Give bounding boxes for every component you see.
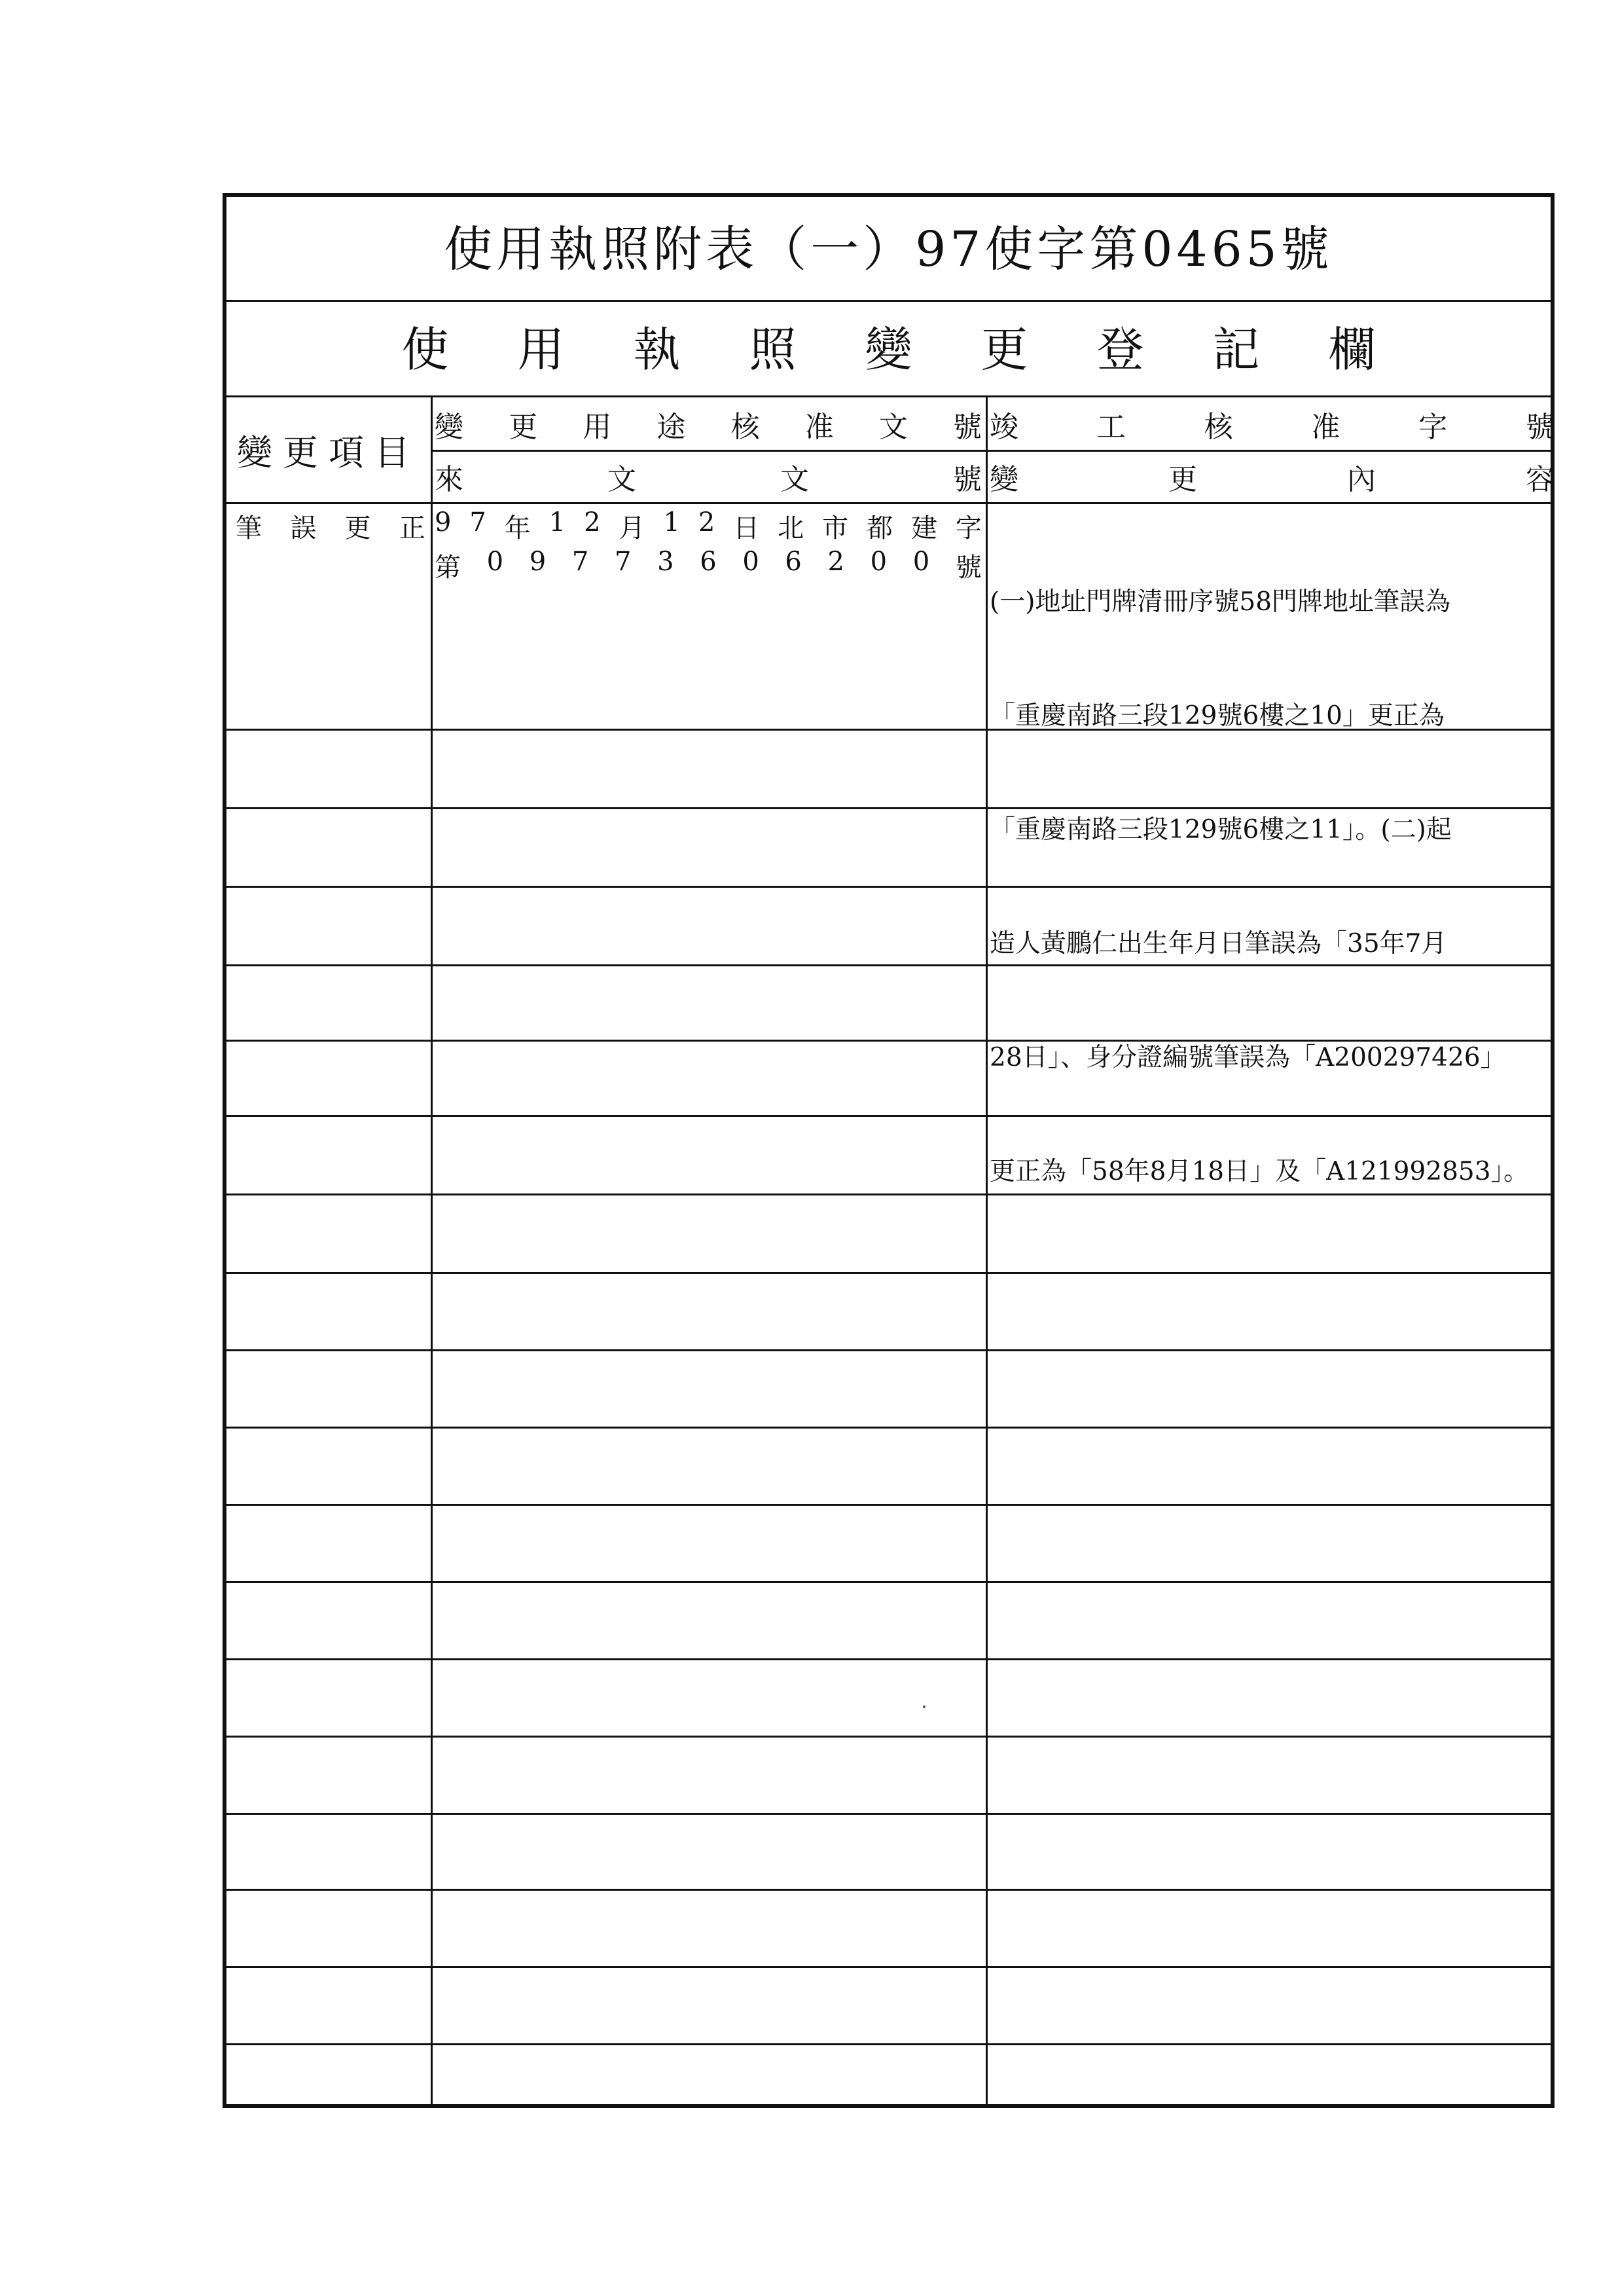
content-line-4: 造人黃鵬仁出生年月日筆誤為「35年7月 — [990, 929, 1447, 958]
row-line-5 — [226, 1040, 1551, 1042]
header-bottom-line — [226, 502, 1551, 504]
row-1-doc-line2-text: 第 0 9 7 7 3 6 0 6 2 0 0 號 — [435, 547, 982, 583]
row-1-doc-line1-text: 9 7 年 1 2 月 1 2 日 北 市 都 建 字 — [435, 507, 982, 543]
row-line-17 — [226, 1966, 1551, 1968]
header-incoming-doc-text: 來 文 文 號 — [435, 463, 982, 496]
header-incoming-doc — [435, 452, 982, 501]
content-line-1: (一)地址門牌清冊序號58門牌地址筆誤為 — [990, 587, 1451, 617]
row-line-12 — [226, 1581, 1551, 1583]
row-line-13 — [226, 1658, 1551, 1660]
row-1-doc-line1 — [435, 507, 982, 547]
header-change-item: 變更項目 — [237, 431, 420, 473]
registration-form — [223, 193, 1555, 2108]
row-line-15 — [226, 1813, 1551, 1815]
scan-speck — [923, 1705, 926, 1708]
header-change-content — [990, 452, 1555, 501]
row-line-2 — [226, 807, 1551, 809]
row-line-10 — [226, 1427, 1551, 1429]
form-title: 使用執照附表（一）97使字第0465號 — [226, 197, 1551, 302]
header-approval-doc-text: 變 更 用 途 核 准 文 號 — [435, 410, 982, 444]
row-line-8 — [226, 1272, 1551, 1274]
content-line-2: 「重慶南路三段129號6樓之10」更正為 — [990, 701, 1445, 731]
column-divider-2 — [986, 397, 988, 2104]
row-1-item-text: 筆 誤 更 正 — [236, 513, 425, 543]
row-line-14 — [226, 1736, 1551, 1738]
header-completion-no — [990, 400, 1555, 448]
row-line-11 — [226, 1504, 1551, 1506]
row-line-9 — [226, 1349, 1551, 1351]
header-change-content-text: 變 更 內 容 — [990, 463, 1555, 496]
header-completion-no-text: 竣 工 核 准 字 號 — [990, 410, 1555, 444]
content-line-5: 28日」、身分證編號筆誤為「A200297426」 — [990, 1043, 1506, 1072]
row-line-18 — [226, 2043, 1551, 2045]
row-line-6 — [226, 1115, 1551, 1117]
column-divider-1 — [431, 397, 433, 2104]
row-line-3 — [226, 886, 1551, 888]
header-approval-doc — [435, 400, 982, 448]
row-1-item — [236, 507, 425, 547]
content-line-3: 「重慶南路三段129號6樓之11」。(二)起 — [990, 815, 1452, 845]
form-subtitle: 使用執照變更登記欄 — [226, 302, 1551, 397]
row-1-doc-line2 — [435, 547, 982, 586]
row-line-16 — [226, 1889, 1551, 1891]
row-line-1 — [226, 729, 1551, 731]
header-mid-line — [431, 450, 1551, 452]
row-line-4 — [226, 964, 1551, 966]
content-line-6: 更正為「58年8月18日」及「A121992853」。 — [990, 1157, 1530, 1186]
row-line-7 — [226, 1194, 1551, 1195]
